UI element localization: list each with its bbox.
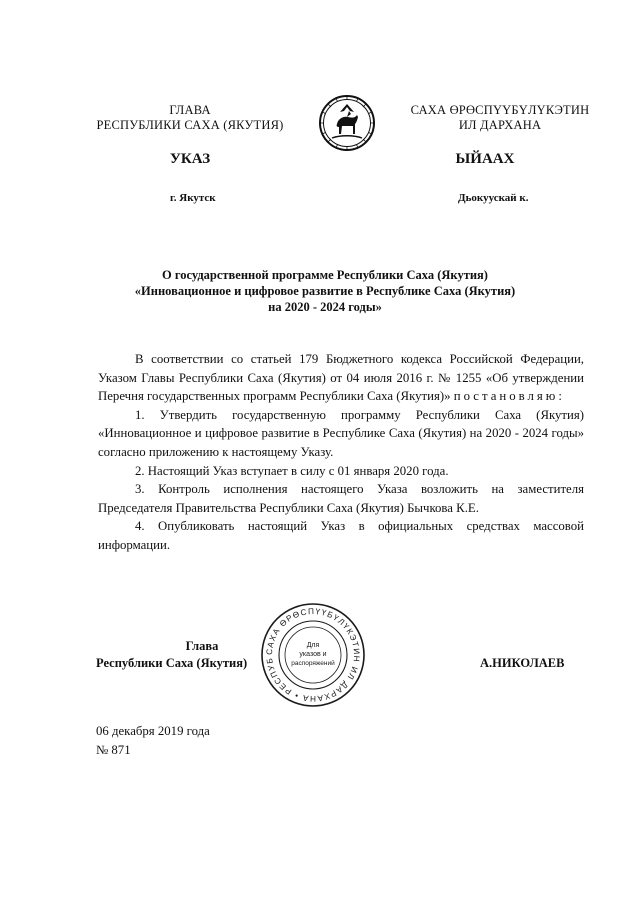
signature-title-line2: Республики Саха (Якутия) bbox=[96, 656, 248, 670]
header-left-line1: ГЛАВА bbox=[169, 103, 211, 117]
signature-title bbox=[96, 638, 280, 672]
decree-body bbox=[98, 350, 584, 555]
decree-date: 06 декабря 2019 года bbox=[96, 724, 210, 738]
title-line3: на 2020 - 2024 годы» bbox=[268, 300, 382, 314]
header-right-line2: ИЛ ДАРХАНА bbox=[458, 118, 542, 132]
signature-title-line1: Глава bbox=[185, 639, 219, 653]
header-left-block bbox=[90, 103, 290, 133]
title-line1: О государственной программе Республики Саха (Якутия) bbox=[162, 268, 488, 282]
coat-of-arms-icon bbox=[318, 94, 376, 152]
title-line2: «Инновационное и цифровое развитие в Республике Саха (Якутия) bbox=[134, 284, 516, 298]
seal-center-line3: распоряжений bbox=[291, 660, 335, 667]
preamble-paragraph bbox=[98, 350, 584, 406]
seal-center-line2: указов и bbox=[299, 651, 327, 658]
decree-number: № 871 bbox=[96, 743, 131, 757]
decree-word: постановляю: bbox=[453, 389, 565, 404]
decree-item-2: 2. Настоящий Указ вступает в силу с 01 января 2020 года. bbox=[135, 463, 449, 478]
decree-item-4: 4. Опубликовать настоящий Указ в официальных средствах массовой информации. bbox=[98, 519, 584, 552]
city-right: Дьокуускай к. bbox=[458, 192, 529, 204]
preamble-text: В соответствии со статьей 179 Бюджетного кодекса Российской Федерации, Указом Главы Республики Саха (Якутия) от 04 июля 2016 г. № 1255 «Об утверждении Перечня государственных программ Республики Саха (Якутия)» bbox=[98, 352, 584, 404]
doc-type-left: УКАЗ bbox=[169, 151, 211, 167]
document-title bbox=[110, 267, 540, 315]
city-left: г. Якутск bbox=[170, 192, 216, 204]
header-right-block bbox=[395, 103, 605, 133]
header-left-line2: РЕСПУБЛИКИ САХА (ЯКУТИЯ) bbox=[96, 118, 284, 132]
seal-center-line1: Для bbox=[306, 642, 320, 649]
header-right-line1: САХА ӨРӨСПҮҮБҮЛҮКЭТИН bbox=[410, 103, 590, 117]
signatory-name: А.НИКОЛАЕВ bbox=[480, 656, 565, 670]
decree-item-3: 3. Контроль исполнения настоящего Указа возложить на заместителя Председателя Правительства Республики Саха (Якутия) Бычкова К.Е. bbox=[98, 482, 584, 515]
doc-type-right: ЫЙААХ bbox=[455, 151, 515, 167]
seal-ring-text: САХА ӨРӨСПҮҮБҮЛҮКЭТИН ИЛ ДАРХАНА • РЕСПУБ bbox=[264, 606, 362, 704]
decree-footer bbox=[96, 722, 210, 760]
decree-item-1: 1. Утвердить государственную программу Республики Саха (Якутия) «Инновационное и цифровое развитие в Республике Саха (Якутия) на 2020 - 2024 годы» согласно приложению к настоящему Указу. bbox=[98, 407, 584, 459]
